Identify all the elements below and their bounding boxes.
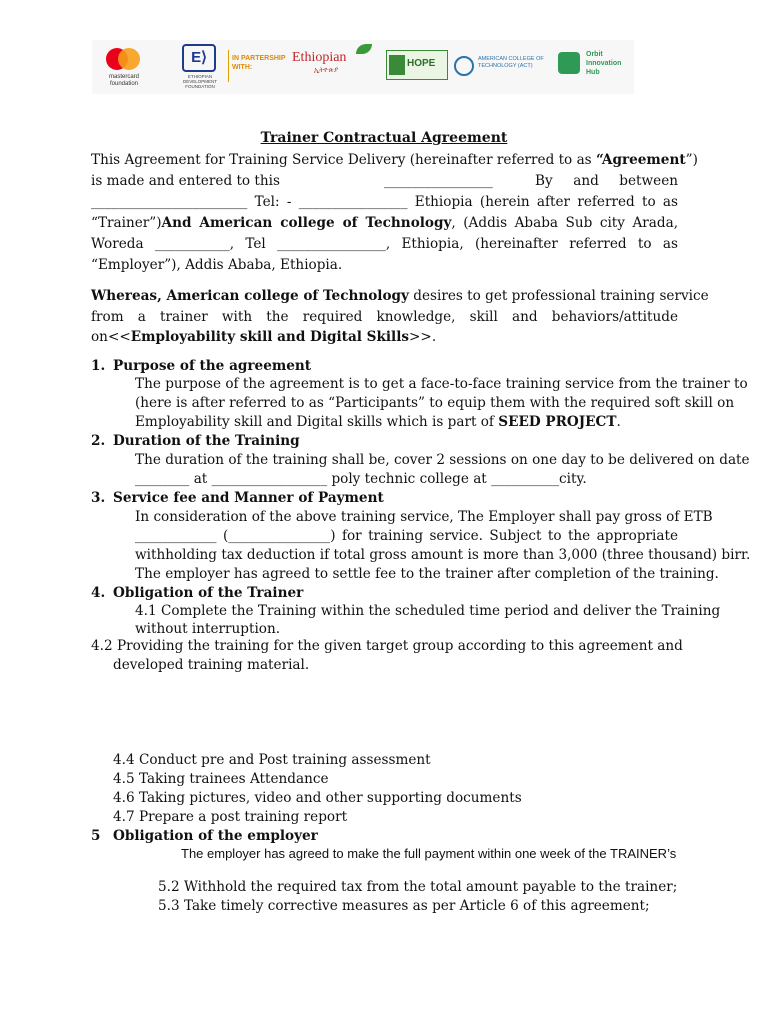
logo-divider — [228, 50, 229, 82]
item-4-6: 4.6 Taking pictures, video and other supporting documents — [113, 790, 522, 806]
intro-line-6: “Employer”), Addis Ababa, Ethiopia. — [91, 257, 343, 273]
ethiopian-wordmark: Ethiopian — [292, 50, 347, 65]
act-wordmark: AMERICAN COLLEGE OF TECHNOLOGY (ACT) — [478, 56, 544, 69]
act-logo — [454, 54, 554, 76]
item-4-2-line-2: developed training material. — [113, 657, 310, 673]
intro-line-1: This Agreement for Training Service Delivery (hereinafter referred to as “Agreement”) — [91, 152, 698, 168]
ethiopian-airlines-logo — [292, 50, 346, 75]
section-4-number: 4. — [91, 585, 106, 601]
africa-map-icon — [558, 52, 580, 74]
intro-line-2c: By and between — [535, 173, 678, 189]
section-3-line-1: In consideration of the above training service, The Employer shall pay gross of ETB — [135, 509, 713, 525]
section-1-line-2: (here is after referred to as “Participants” to equip them with the required soft skill on — [135, 395, 735, 411]
section-2-number: 2. — [91, 433, 106, 449]
section-2-heading: Duration of the Training — [113, 433, 300, 449]
item-4-5: 4.5 Taking trainees Attendance — [113, 771, 329, 787]
intro-line-3: _______________________ Tel: - ________________ Ethiopia (herein after referred to as — [91, 194, 678, 210]
section-5-number: 5 — [91, 828, 101, 844]
contract-date-blank: ________________ — [384, 173, 493, 189]
section-3-line-3: withholding tax deduction if total gross amount is more than 3,000 (three thousand) birr. — [135, 547, 751, 563]
hope-emblem-icon — [389, 55, 405, 75]
mastercard-foundation-logo — [104, 46, 144, 90]
partner-logo-banner — [92, 40, 634, 94]
section-3-number: 3. — [91, 490, 106, 506]
section-1-heading: Purpose of the agreement — [113, 358, 312, 374]
item-4-1-line-2: without interruption. — [135, 621, 281, 637]
mastercard-caption: mastercard foundation — [108, 74, 139, 87]
intro-line-4: “Trainer”)And American college of Technology, (Addis Ababa Sub city Arada, — [91, 215, 679, 231]
section-3-heading: Service fee and Manner of Payment — [113, 490, 384, 506]
item-4-2-line-1: 4.2 Providing the training for the given target group according to this agreement and — [91, 638, 683, 654]
mastercard-orange-circle — [118, 48, 140, 70]
partnership-label: IN PARTERSHIP WITH: — [232, 55, 286, 71]
section-1-line-1: The purpose of the agreement is to get a face-to-face training service from the trainer to — [135, 376, 748, 392]
section-1-line-3: Employability skill and Digital skills which is part of SEED PROJECT. — [135, 414, 621, 430]
section-3-line-4: The employer has agreed to settle fee to the trainer after completion of the training. — [135, 566, 719, 582]
act-emblem-icon — [454, 56, 474, 76]
item-5-2: 5.2 Withhold the required tax from the total amount payable to the trainer; — [158, 879, 678, 895]
item-4-1-line-1: 4.1 Complete the Training within the scheduled time period and deliver the Training — [135, 603, 721, 619]
ethiopian-leaf-icon — [356, 44, 372, 54]
section-2-line-2: ________ at _________________ poly technic college at __________city. — [135, 471, 587, 487]
section-1-number: 1. — [91, 358, 106, 374]
document-title: Trainer Contractual Agreement — [260, 130, 508, 146]
hope-logo — [386, 50, 448, 80]
edf-logo — [172, 44, 228, 90]
ethiopian-amharic: ኢትዮጵያ — [314, 66, 339, 74]
section-3-line-2: ____________ (_______________) for training service. Subject to the appropriate — [135, 528, 678, 544]
intro-line-2a: is made and entered to this — [91, 173, 280, 189]
hope-wordmark: HOPE — [407, 58, 436, 69]
item-4-4: 4.4 Conduct pre and Post training assessment — [113, 752, 431, 768]
item-4-7: 4.7 Prepare a post training report — [113, 809, 348, 825]
whereas-line-2: from a trainer with the required knowledge, skill and behaviors/attitude — [91, 309, 678, 325]
intro-line-5: Woreda ___________, Tel ________________, Ethiopia, (hereinafter referred to as — [91, 236, 678, 252]
item-5-3: 5.3 Take timely corrective measures as per Article 6 of this agreement; — [158, 898, 650, 914]
whereas-line-3: on<<Employability skill and Digital Skills>>. — [91, 329, 437, 345]
orbit-innovation-hub-logo — [558, 50, 628, 84]
section-2-line-1: The duration of the training shall be, cover 2 sessions on one day to be delivered on date — [135, 452, 750, 468]
section-4-heading: Obligation of the Trainer — [113, 585, 304, 601]
whereas-line-1: Whereas, American college of Technology desires to get professional training service — [91, 288, 709, 304]
section-5-heading: Obligation of the employer — [113, 828, 318, 844]
orbit-wordmark: Orbit Innovation Hub — [586, 51, 622, 76]
edf-caption: ETHIOPIAN DEVELOPMENT FOUNDATION — [182, 74, 217, 89]
edf-mark: E⟩ — [182, 44, 216, 72]
section-5-line-1: The employer has agreed to make the full payment within one week of the TRAINER’s — [181, 846, 677, 861]
